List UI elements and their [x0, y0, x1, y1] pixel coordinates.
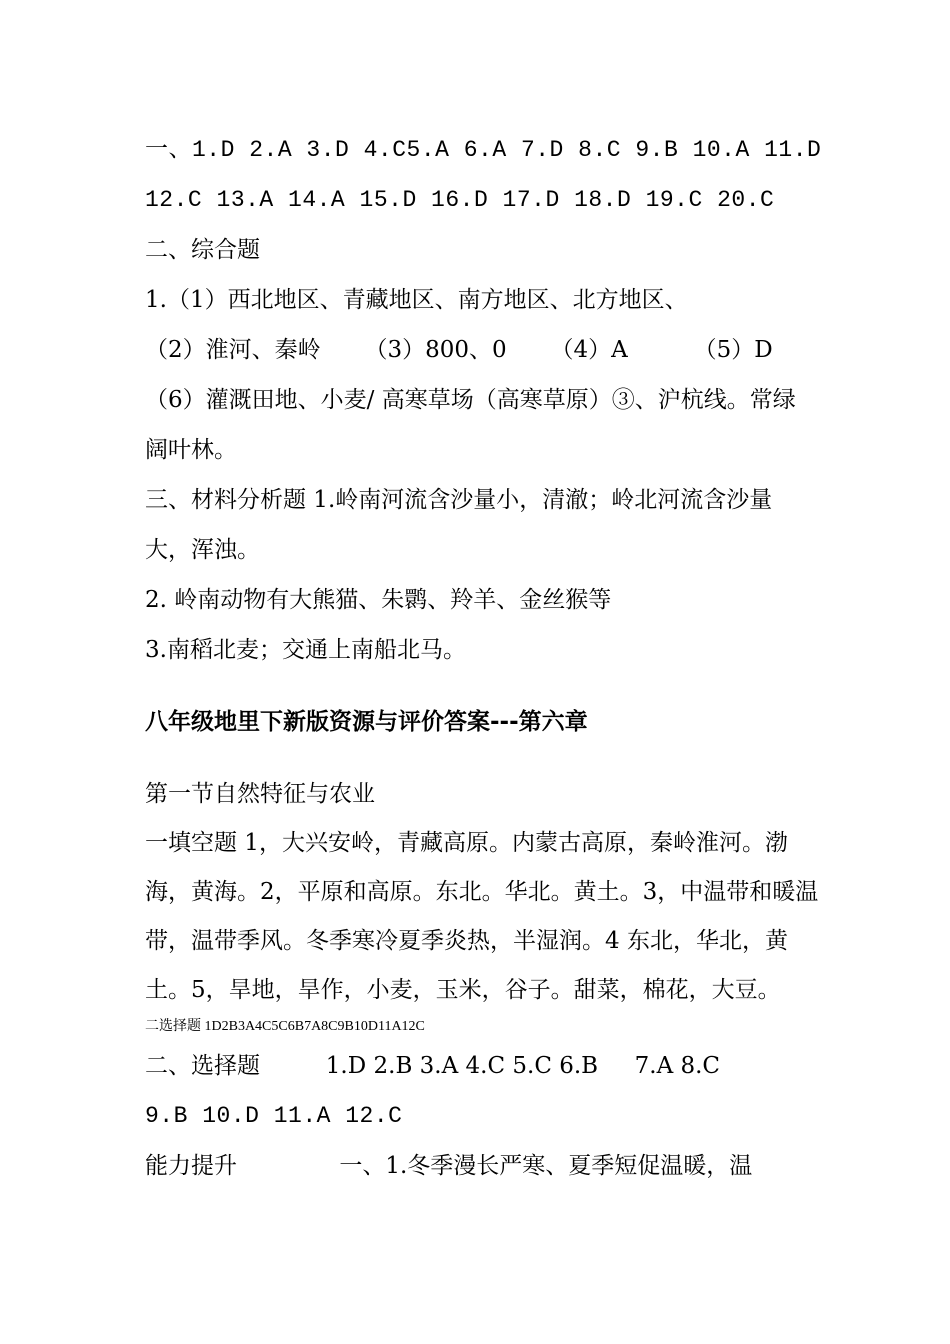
answer-line-11: 一填空题 1，大兴安岭，青藏高原。内蒙古高原，秦岭淮河。渤	[145, 830, 788, 856]
section-heading-comprehensive: 二、综合题	[145, 237, 260, 263]
answer-line-9: 2. 岭南动物有大熊猫、朱鹮、羚羊、金丝猴等	[145, 587, 612, 613]
answer-line-17: 能力提升 一、1.冬季漫长严寒、夏季短促温暖，温	[145, 1153, 753, 1179]
answer-line-13: 带，温带季风。冬季寒冷夏季炎热，半湿润。4 东北，华北，黄	[145, 928, 788, 954]
answer-line-5: （6）灌溉田地、小麦/ 高寒草场（高寒草原）③、沪杭线。常绿	[145, 387, 796, 413]
answer-line-1: 一、1.D 2.A 3.D 4.C5.A 6.A 7.D 8.C 9.B 10.A 11.D	[145, 137, 822, 163]
answer-line-8: 大，浑浊。	[145, 537, 260, 563]
answer-line-3: 1.（1）西北地区、青藏地区、南方地区、北方地区、	[145, 287, 688, 313]
answer-line-12: 海，黄海。2，平原和高原。东北。华北。黄土。3，中温带和暖温	[145, 879, 819, 905]
answer-line-10: 3.南稻北麦；交通上南船北马。	[145, 637, 466, 663]
answer-line-7: 三、材料分析题 1.岭南河流含沙量小，清澈；岭北河流含沙量	[145, 487, 773, 513]
answer-line-2: 12.C 13.A 14.A 15.D 16.D 17.D 18.D 19.C 20.C	[145, 187, 775, 213]
answer-line-4: （2）淮河、秦岭 （3）800、0 （4）A （5）D	[145, 337, 773, 363]
chapter-heading: 八年级地里下新版资源与评价答案---第六章	[145, 709, 588, 735]
answer-line-6: 阔叶林。	[145, 437, 237, 463]
section-title: 第一节自然特征与农业	[145, 781, 375, 807]
small-answer-line: 二选择题 1D2B3A4C5C6B7A8C9B10D11A12C	[145, 1019, 425, 1034]
answer-line-16: 9.B 10.D 11.A 12.C	[145, 1103, 403, 1129]
answer-line-14: 土。5，旱地，旱作，小麦，玉米，谷子。甜菜，棉花，大豆。	[145, 977, 781, 1003]
answer-line-15: 二、选择题 1.D 2.B 3.A 4.C 5.C 6.B 7.A 8.C	[145, 1053, 721, 1079]
